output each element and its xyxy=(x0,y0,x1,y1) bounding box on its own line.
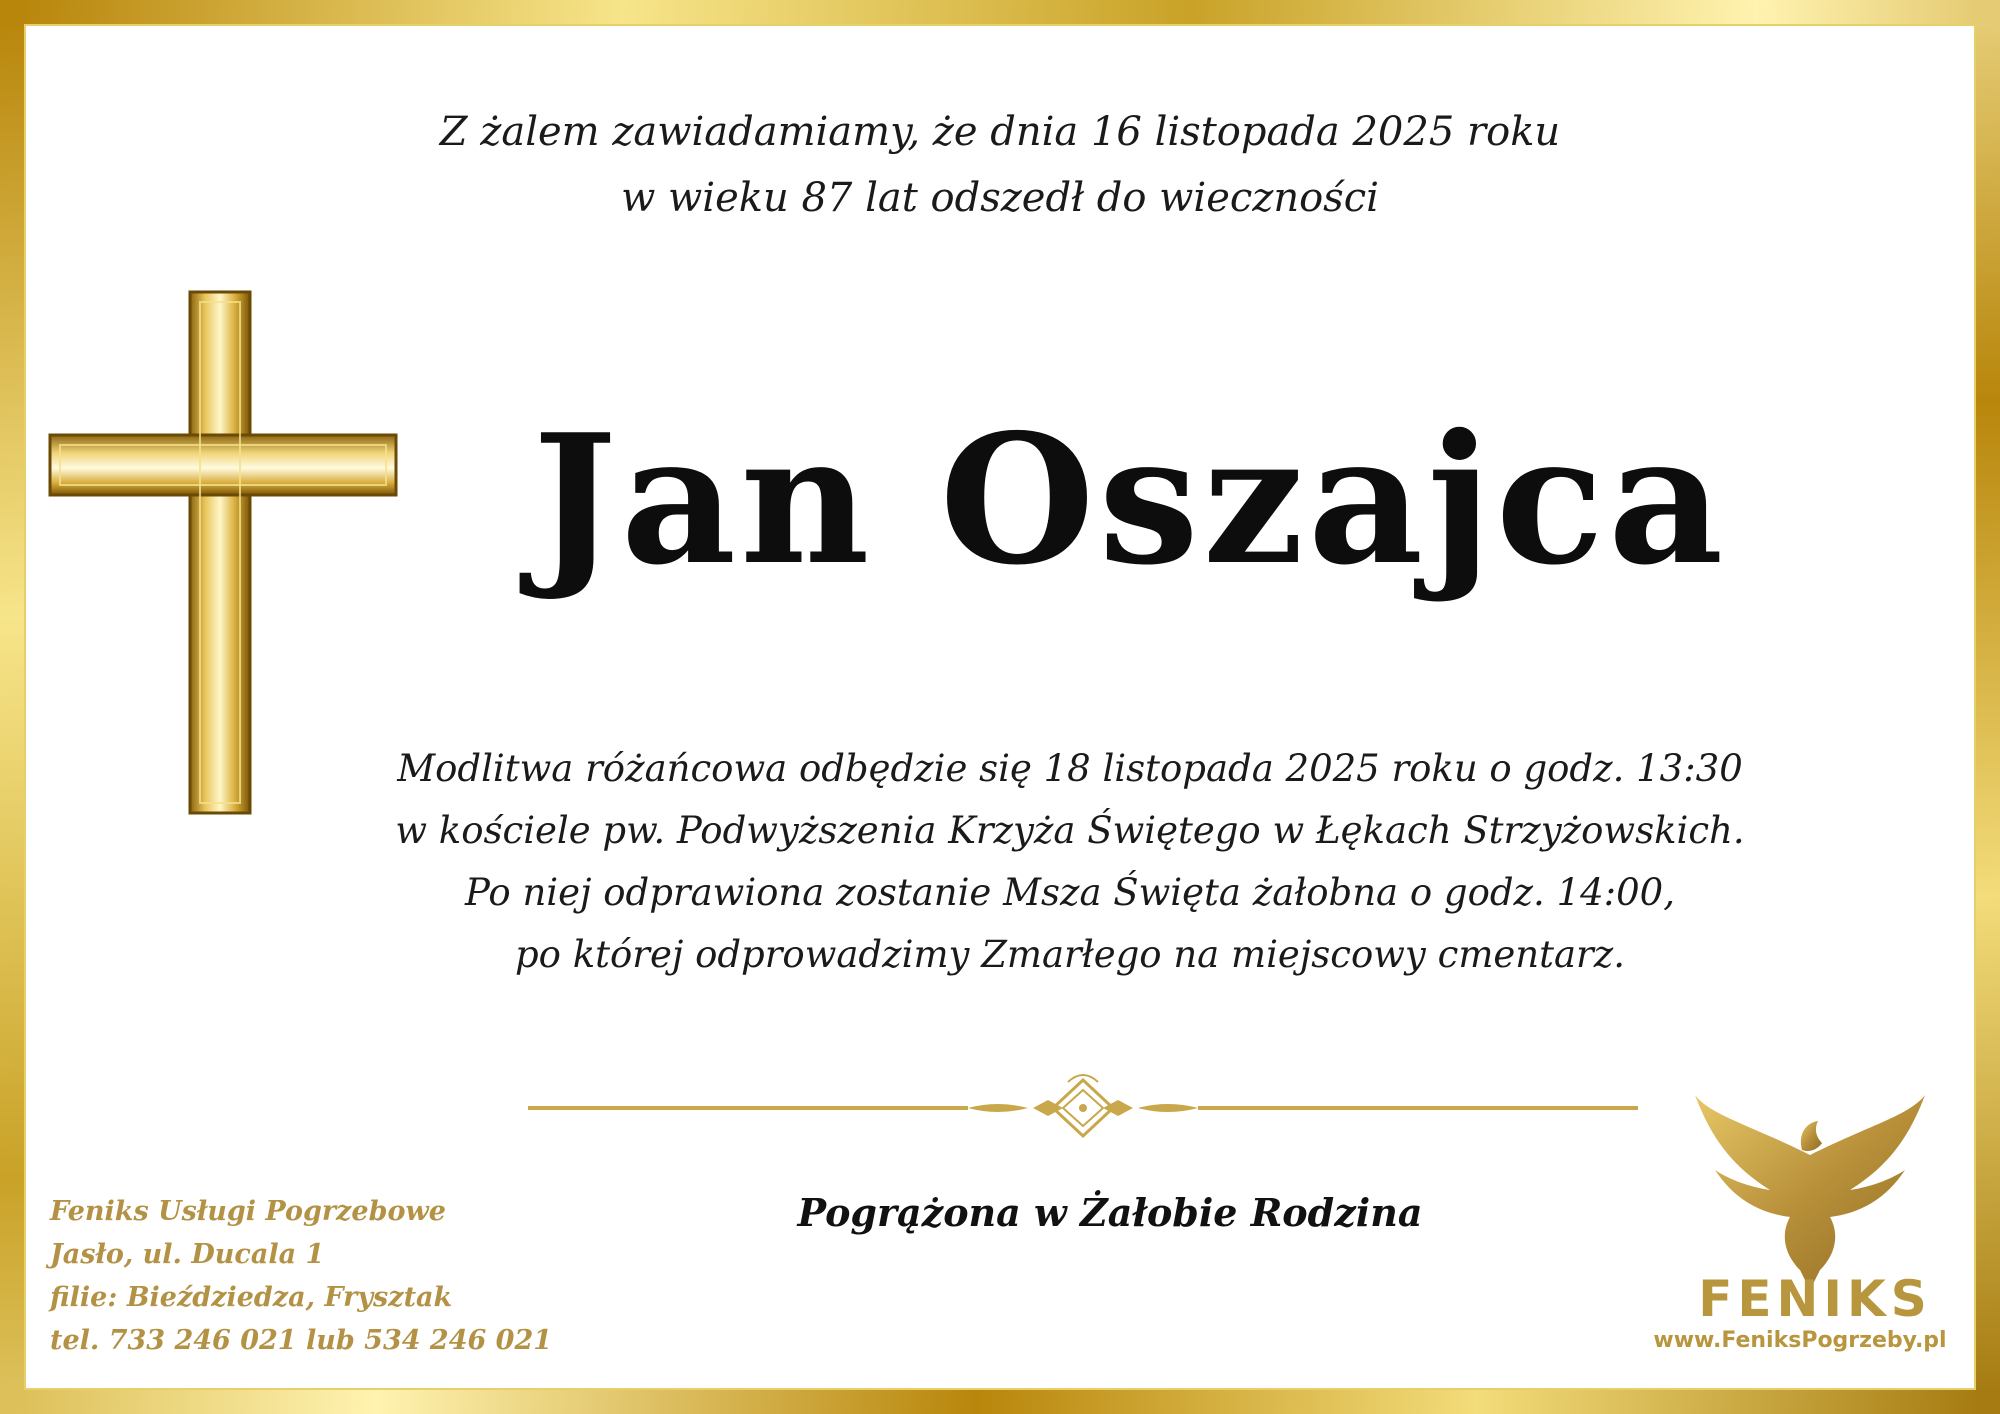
logo-wordmark: FENIKS xyxy=(1698,1270,1932,1328)
company-branches: filie: Bieździedza, Frysztak xyxy=(50,1282,453,1313)
family-signature: Pogrążona w Żałobie Rodzina xyxy=(797,1190,1423,1235)
details-line-3: Po niej odprawiona zostanie Msza Święta żałobna o godz. 14:00, xyxy=(465,871,1675,914)
deceased-name: Jan Oszajca xyxy=(532,395,1728,604)
details-line-1: Modlitwa różańcowa odbędzie się 18 listopada 2025 roku o godz. 13:30 xyxy=(397,747,1743,790)
company-name: Feniks Usługi Pogrzebowe xyxy=(50,1196,446,1227)
company-phone: tel. 733 246 021 lub 534 246 021 xyxy=(50,1325,553,1356)
intro-line-2: w wieku 87 lat odszedł do wieczności xyxy=(621,175,1379,221)
cross-icon xyxy=(48,290,398,815)
company-info xyxy=(50,1190,552,1362)
company-address: Jasło, ul. Ducala 1 xyxy=(50,1239,325,1270)
details-line-4: po której odprowadzimy Zmarłego na miejscowy cmentarz. xyxy=(514,933,1626,976)
phoenix-icon xyxy=(1690,1095,1930,1290)
intro-line-1: Z żalem zawiadamiamy, że dnia 16 listopada 2025 roku xyxy=(439,109,1561,155)
logo-url[interactable]: www.FeniksPogrzeby.pl xyxy=(1653,1328,1947,1353)
ornament-divider-icon xyxy=(528,1060,1638,1140)
details-line-2: w kościele pw. Podwyższenia Krzyża Świętego w Łękach Strzyżowskich. xyxy=(395,809,1745,852)
